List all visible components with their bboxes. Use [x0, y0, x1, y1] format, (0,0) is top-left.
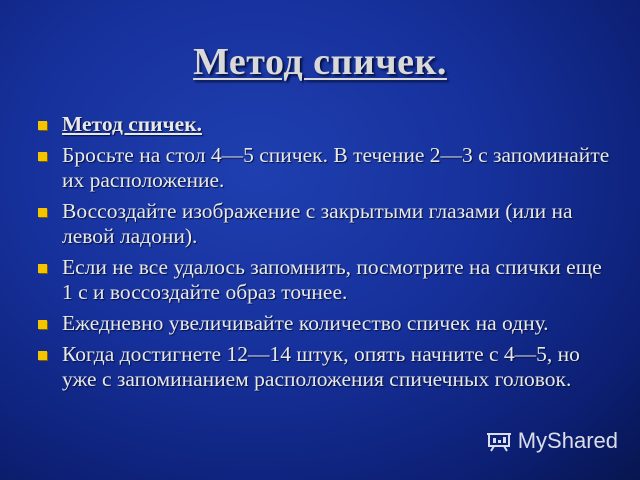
- list-item: [34, 112, 614, 137]
- myshared-watermark[interactable]: [486, 428, 618, 454]
- list-item: [34, 143, 614, 193]
- bullet-text: Воссоздайте изображение с закрытыми глазами (или на левой ладони).: [62, 199, 573, 248]
- square-bullet-icon: [38, 351, 47, 360]
- bullet-text: Ежедневно увеличивайте количество спичек на одну.: [62, 311, 549, 335]
- list-item: [34, 199, 614, 249]
- list-item: [34, 255, 614, 305]
- square-bullet-icon: [38, 121, 47, 130]
- bullet-text: Бросьте на стол 4—5 спичек. В течение 2—3 с запоминайте их расположение.: [62, 143, 610, 192]
- slide-title: Метод спичек.: [193, 41, 447, 83]
- bullet-list: [34, 112, 614, 398]
- list-item: [34, 342, 614, 392]
- square-bullet-icon: [38, 320, 47, 329]
- square-bullet-icon: [38, 264, 47, 273]
- list-item: [34, 311, 614, 336]
- presentation-board-icon: [486, 430, 512, 452]
- bullet-text: Если не все удалось запомнить, посмотрите на спички еще 1 с и воссоздайте образ точнее.: [62, 255, 602, 304]
- watermark-text: MyShared: [517, 428, 618, 453]
- square-bullet-icon: [38, 208, 47, 217]
- square-bullet-icon: [38, 152, 47, 161]
- bullet-text: Метод спичек.: [62, 112, 202, 136]
- bullet-text: Когда достигнете 12—14 штук, опять начните с 4—5, но уже с запоминанием расположения спичечных головок.: [62, 342, 580, 391]
